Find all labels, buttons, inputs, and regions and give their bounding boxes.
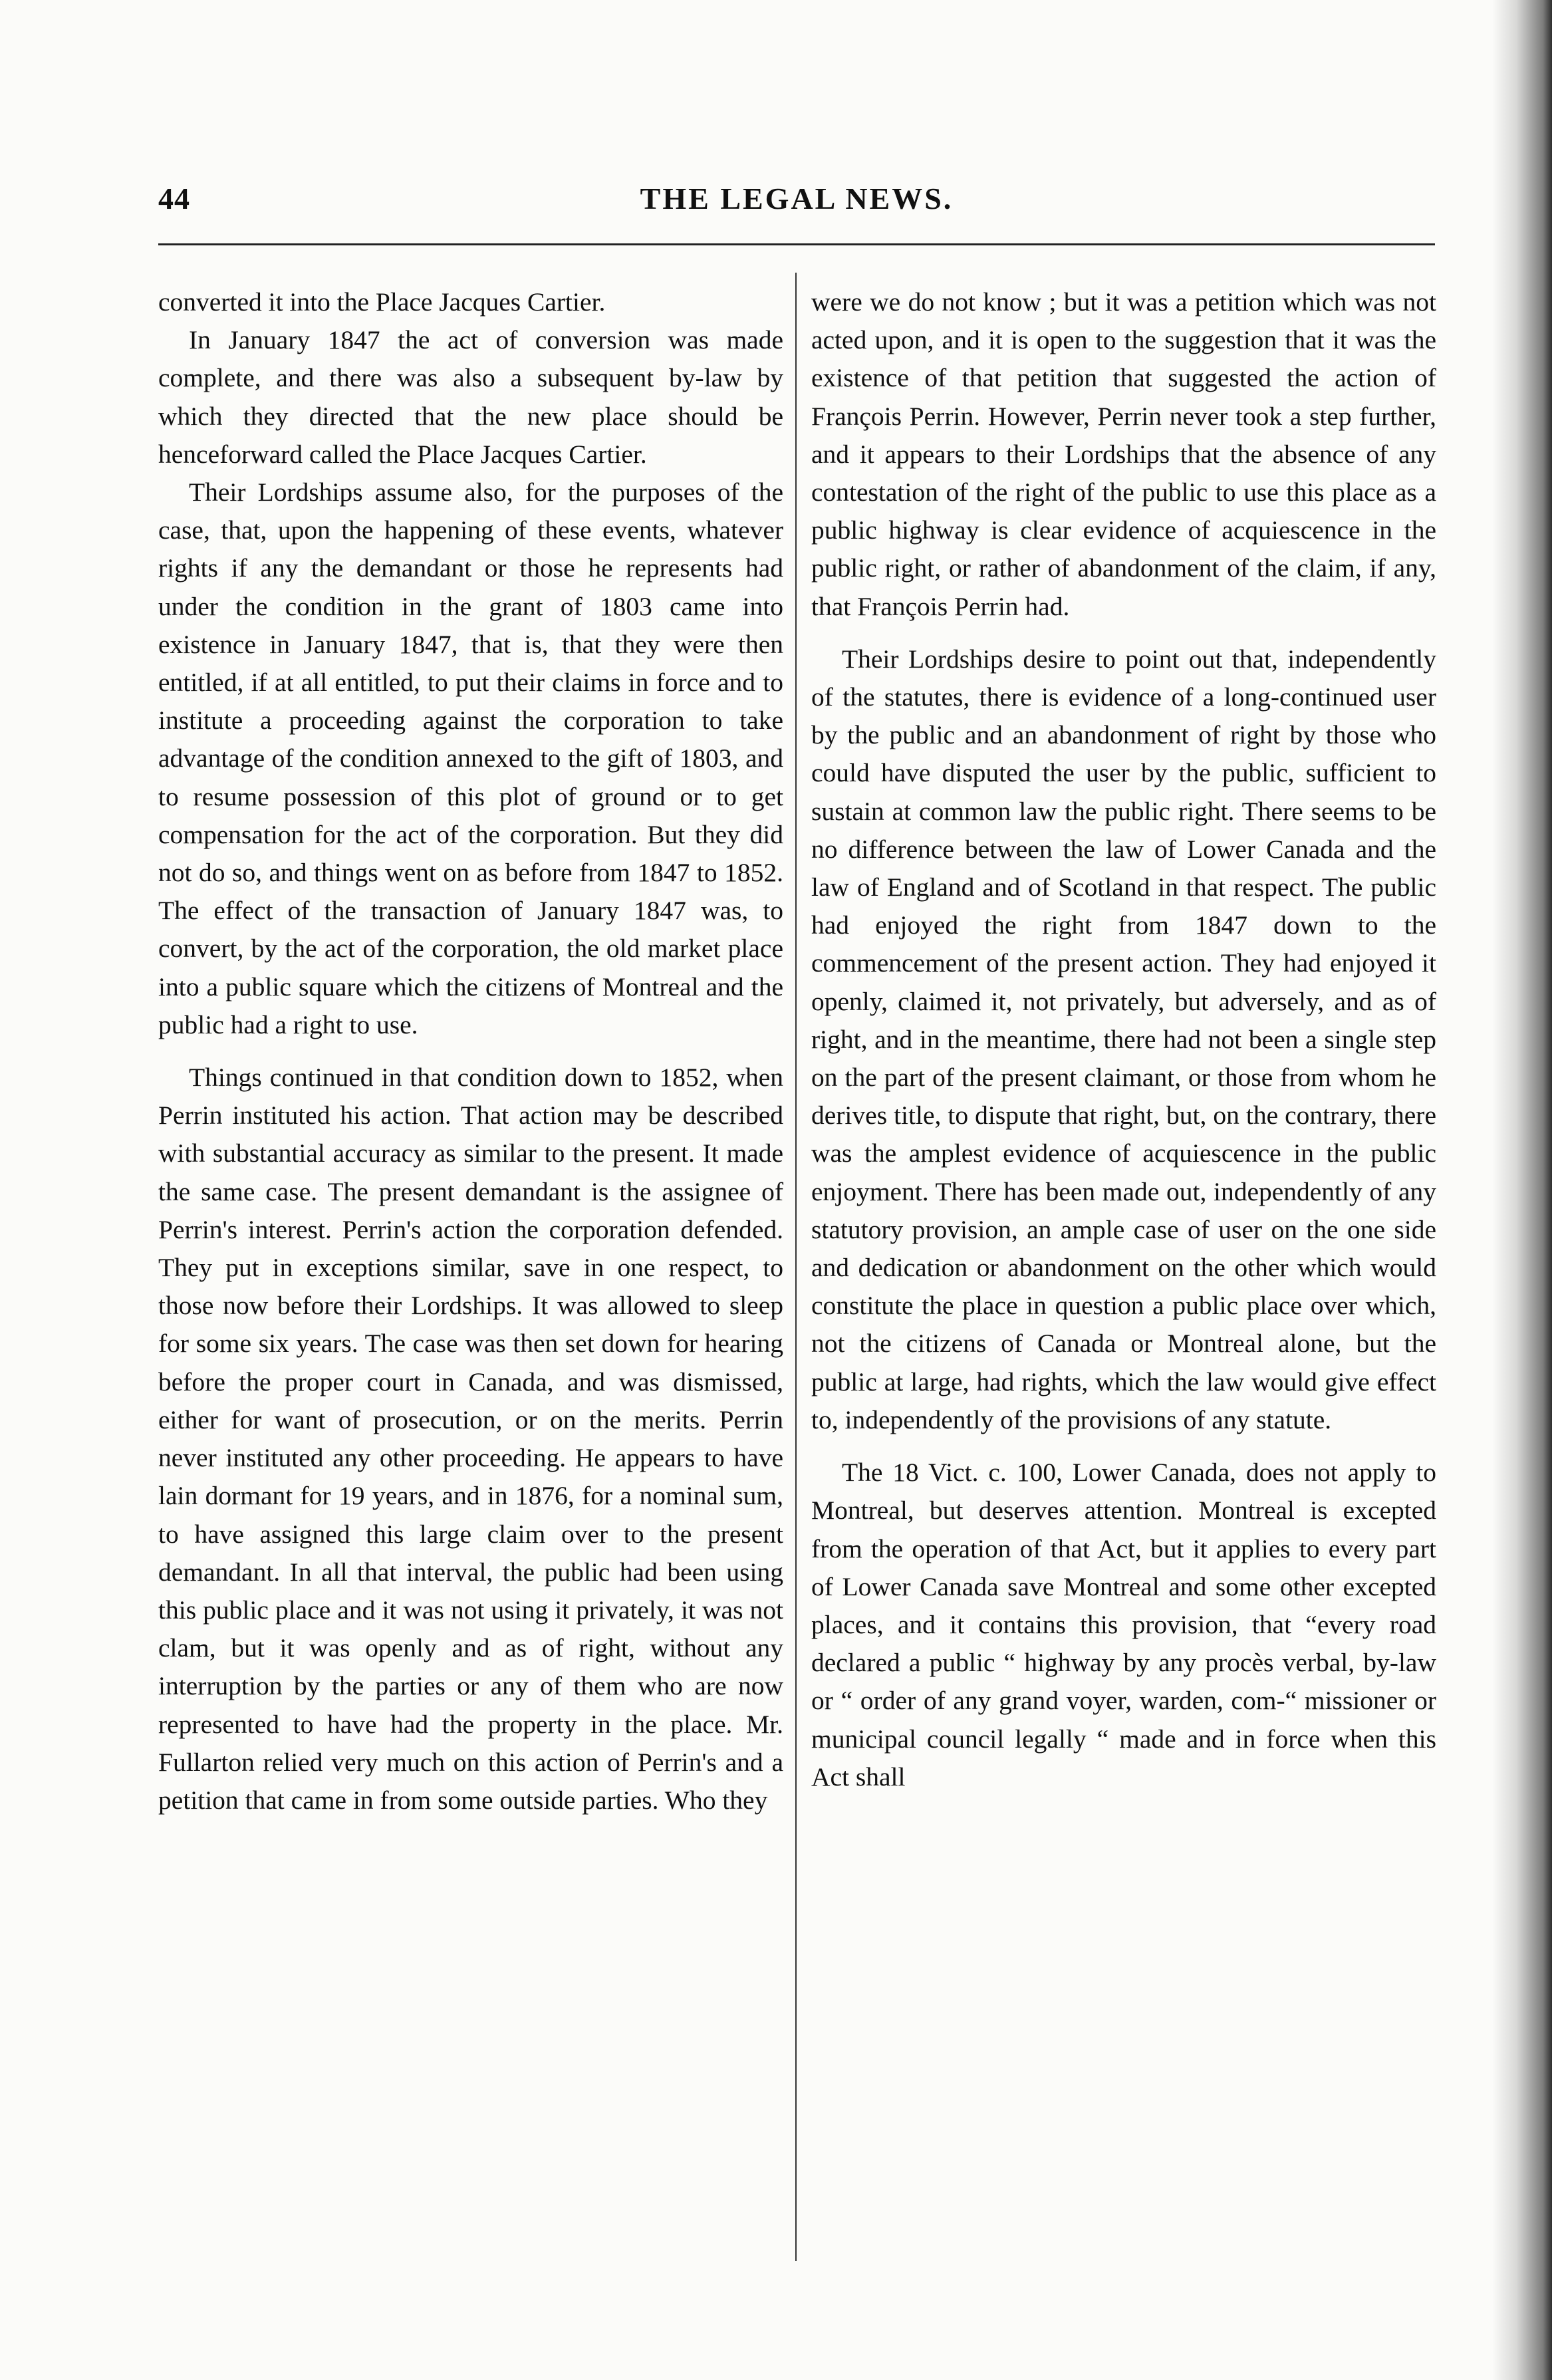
right-column — [811, 283, 1436, 1796]
page-header — [158, 181, 1435, 227]
header-rule — [158, 243, 1435, 245]
left-column — [158, 283, 783, 1819]
paragraph: In January 1847 the act of conversion was made complete, and there was also a subsequent by-law by which they directed that the new place should be henceforward called the Place Jacques Cartier. — [158, 325, 783, 469]
page-number: 44 — [158, 182, 190, 215]
paragraph: Their Lordships desire to point out that, independently of the statutes, there is evidence of a long-continued user by the public and an abandonment of right by those who could have disputed the user by the public, sufficient to sustain at common law the public right. There seems to be no difference between the law of Lower Canada and the law of England and of Scotland in that respect. The public had enjoyed the right from 1847 down to the commencement of the present action. They had enjoyed it openly, claimed it, not privately, but adversely, and as of right, and in the meantime, there had not been a single step on the part of the present claimant, or those from whom he derives title, to dispute that right, but, on the contrary, there was the amplest evidence of acquiescence in the public enjoyment. There has been made out, independently of any statutory provision, an ample case of user on the one side and dedication or abandonment on the other which would constitute the place in question a public place over which, not the citizens of Canada or Montreal alone, but the public at large, had rights, which the law would give effect to, independently of the provisions of any statute. — [811, 644, 1436, 1434]
column-divider — [795, 273, 797, 2261]
scan-edge-shadow — [1492, 0, 1552, 2380]
paragraph: were we do not know ; but it was a petition which was not acted upon, and it is open to the suggestion that it was the existence of that petition that suggested the action of François Perrin. However, Perrin never took a step further, and it appears to their Lordships that the absence of any contestation of the right of the public to use this place as a public highway is clear evidence of acquiescence in the public right, or rather of abandonment of the claim, if any, that François Perrin had. — [811, 287, 1436, 621]
running-title: THE LEGAL NEWS. — [640, 182, 954, 215]
paragraph: The 18 Vict. c. 100, Lower Canada, does not apply to Montreal, but deserves attention. Montreal is excepted from the operation of that Act, but it applies to every part of Lower Canada save Montreal and some other excepted places, and it contains this provision, that “every road declared a public “ highway by any procès verbal, by-law or “ order of any grand voyer, warden, com-“ missioner or municipal council legally “ made and in force when this Act shall — [811, 1458, 1436, 1791]
paragraph: Their Lordships assume also, for the purposes of the case, that, upon the happening of these events, whatever rights if any the demandant or those he represents had under the condition in the grant of 1803 came into existence in January 1847, that is, that they were then entitled, if at all entitled, to put their claims in force and to institute a proceeding against the corporation to take advantage of the condition annexed to the gift of 1803, and to resume possession of this plot of ground or to get compensation for the act of the corporation. But they did not do so, and things went on as before from 1847 to 1852. The effect of the transaction of January 1847 was, to convert, by the act of the corporation, the old market place into a public square which the citizens of Montreal and the public had a right to use. — [158, 477, 783, 1039]
paragraph: converted it into the Place Jacques Cartier. — [158, 287, 606, 317]
paragraph: Things continued in that condition down to 1852, when Perrin instituted his action. That action may be described with substantial accuracy as similar to the present. It made the same case. The present demandant is the assignee of Perrin's interest. Perrin's action the corporation defended. They put in exceptions similar, save in one respect, to those now before their Lordships. It was allowed to sleep for some six years. The case was then set down for hearing before the proper court in Canada, and was dismissed, either for want of prosecution, or on the merits. Perrin never instituted any other proceeding. He appears to have lain dormant for 19 years, and in 1876, for a nominal sum, to have assigned this large claim over to the present demandant. In all that interval, the public had been using this public place and it was not using it privately, it was not clam, but it was openly and as of right, without any interruption by the parties or any of them who are now represented to have had the property in the place. Mr. Fullarton relied very much on this action of Perrin's and a petition that came in from some outside parties. Who they — [158, 1063, 783, 1815]
